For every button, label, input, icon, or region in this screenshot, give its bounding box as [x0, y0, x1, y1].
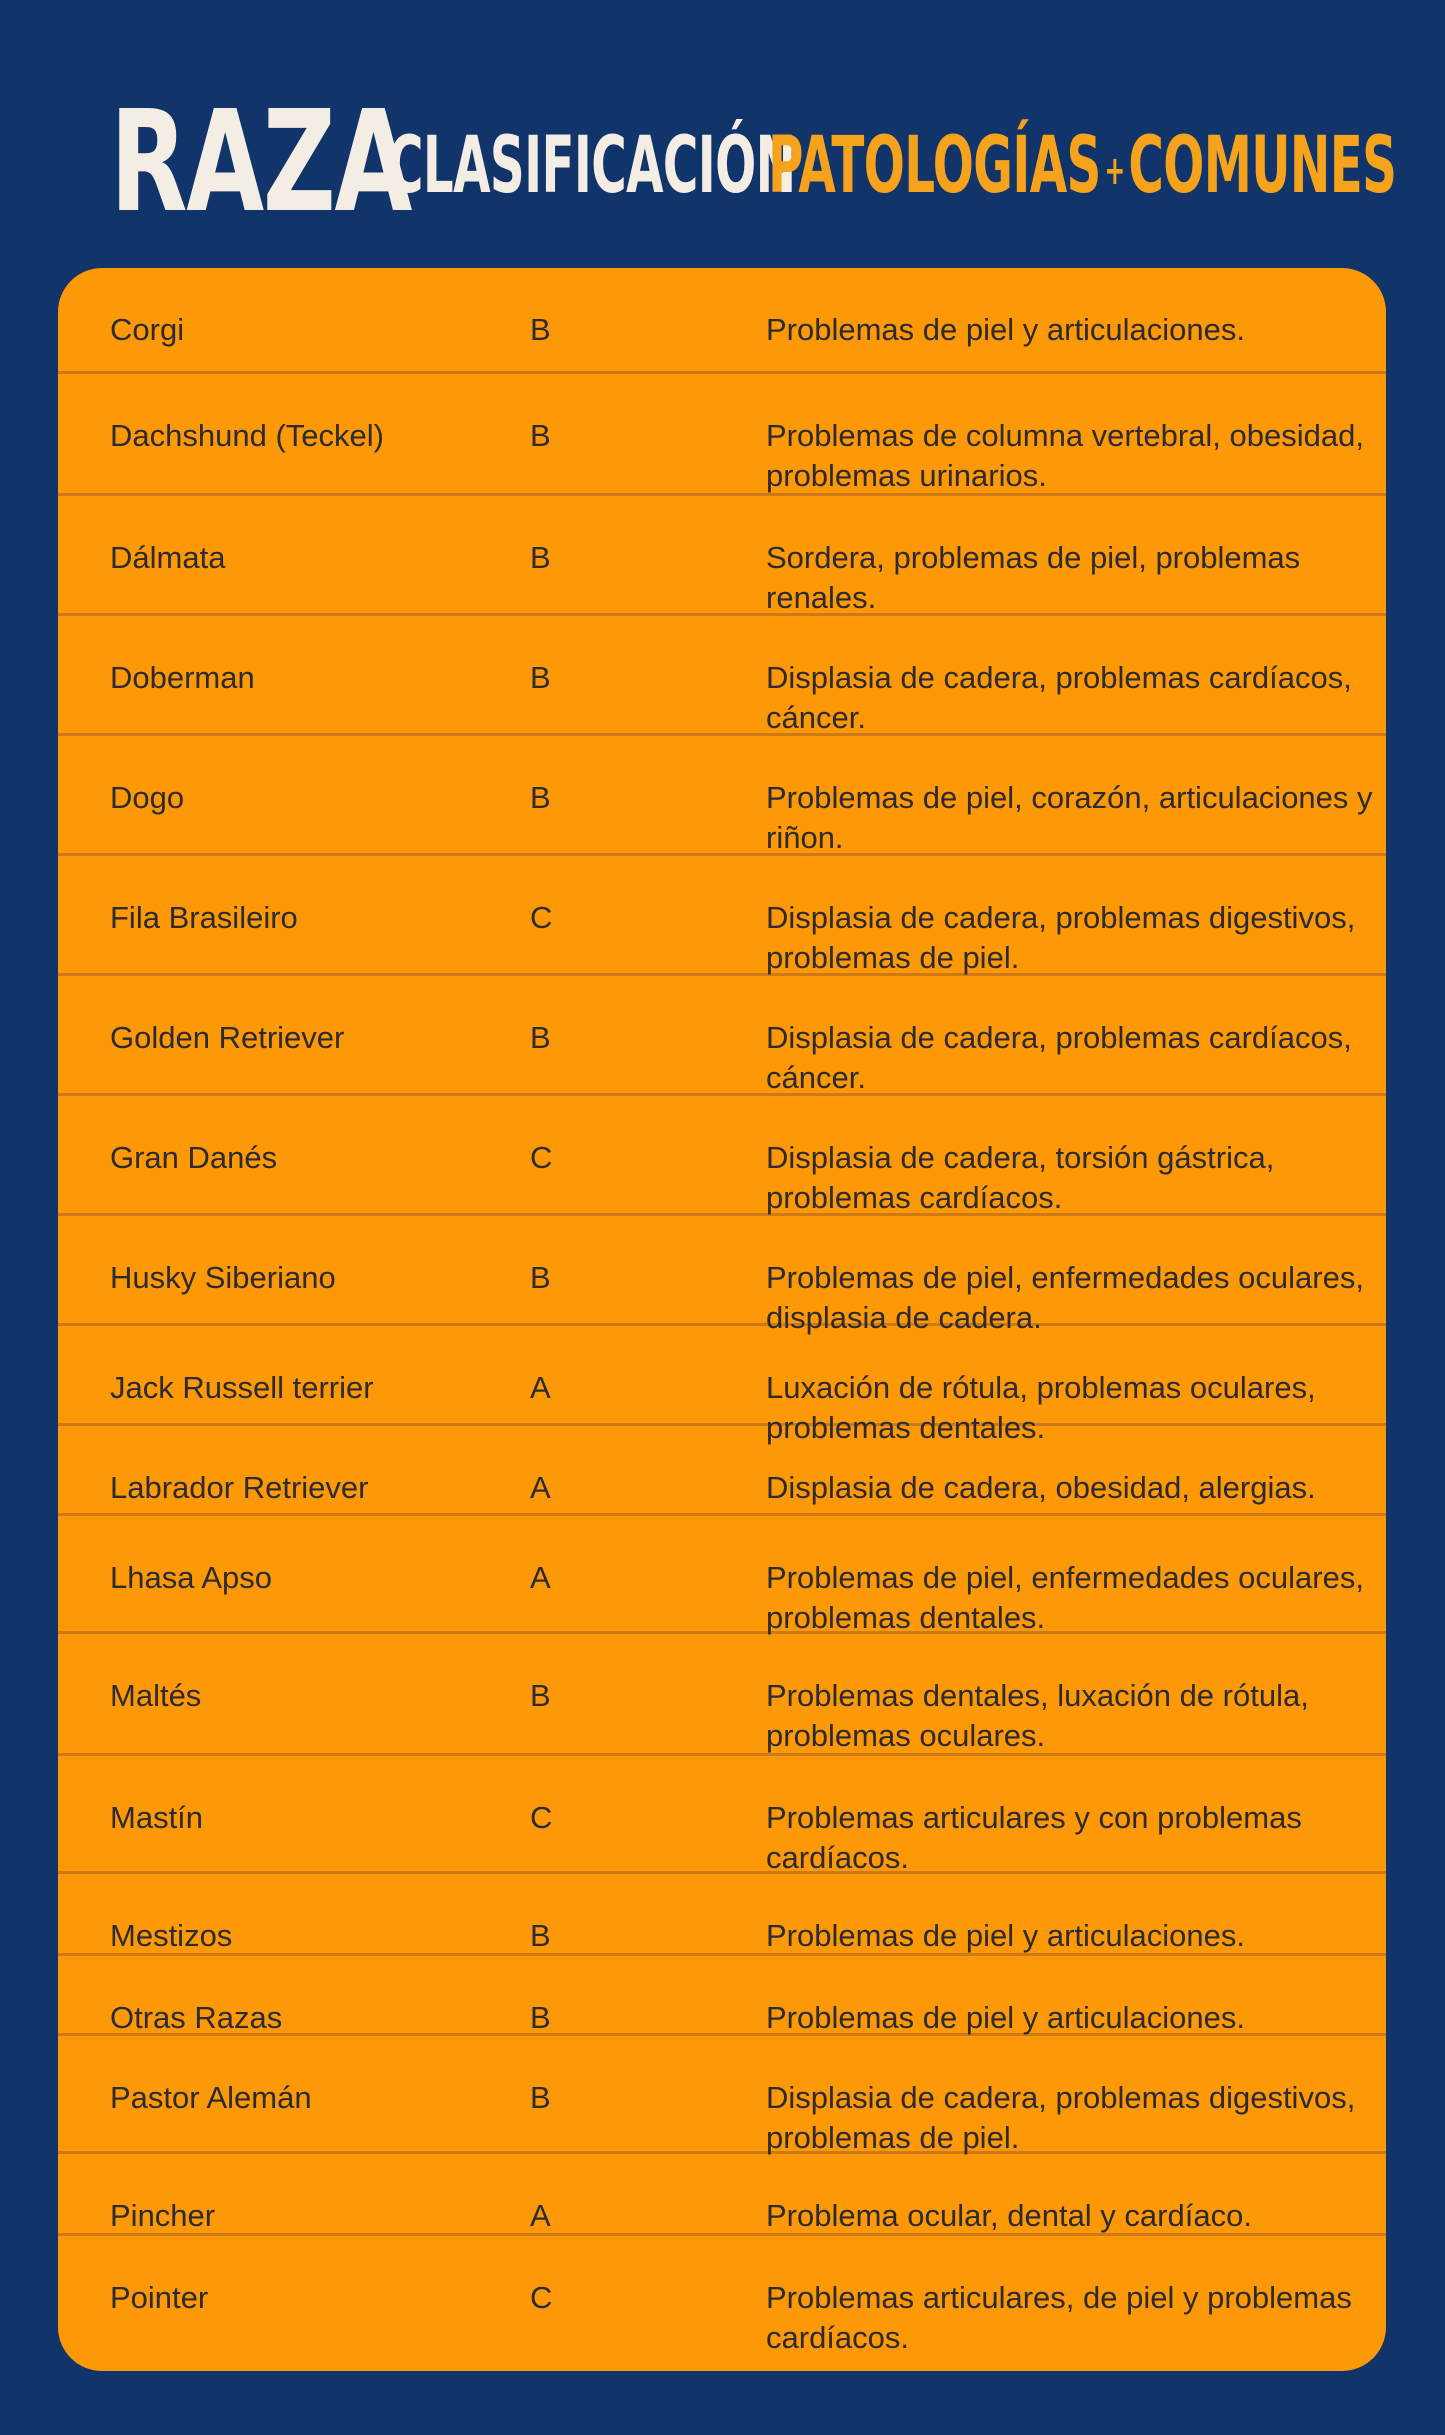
breed-name: Labrador Retriever	[110, 1470, 369, 1505]
table-row	[58, 736, 1386, 856]
pathologies: Luxación de rótula, problemas oculares, problemas dentales.	[766, 1370, 1316, 1445]
pathologies: Problemas de piel, enfermedades oculares, problemas dentales.	[766, 1560, 1364, 1635]
breed-name: Fila Brasileiro	[110, 900, 298, 935]
classification: B	[530, 780, 551, 815]
pathologies: Displasia de cadera, problemas digestivos, problemas de piel.	[766, 900, 1356, 975]
pathologies: Problema ocular, dental y cardíaco.	[766, 2198, 1252, 2233]
table-row	[58, 976, 1386, 1096]
pathologies: Problemas de piel y articulaciones.	[766, 312, 1246, 347]
table-row	[58, 1956, 1386, 2036]
pathologies: Problemas de piel, corazón, articulaciones y riñon.	[766, 780, 1373, 855]
breed-name: Doberman	[110, 660, 255, 695]
table-row	[58, 1874, 1386, 1956]
classification: B	[530, 418, 551, 453]
table-row	[58, 1516, 1386, 1634]
pathologies: Problemas articulares, de piel y problemas cardíacos.	[766, 2280, 1352, 2355]
table-row	[58, 496, 1386, 616]
pathologies: Problemas articulares y con problemas cardíacos.	[766, 1800, 1302, 1875]
classification: B	[530, 312, 551, 347]
classification: A	[530, 1370, 551, 1405]
breed-name: Husky Siberiano	[110, 1260, 336, 1295]
breed-table	[58, 268, 1386, 2371]
breed-name: Pincher	[110, 2198, 216, 2233]
pathologies: Displasia de cadera, problemas cardíacos, cáncer.	[766, 1020, 1352, 1095]
breed-name: Dogo	[110, 780, 185, 815]
classification: B	[530, 2080, 551, 2115]
table-row	[58, 2036, 1386, 2154]
table-row	[58, 2154, 1386, 2236]
table-row	[58, 1634, 1386, 1756]
breed-name: Pointer	[110, 2280, 209, 2315]
classification: A	[530, 1560, 551, 1595]
breed-name: Mastín	[110, 1800, 204, 1835]
breed-name: Lhasa Apso	[110, 1560, 273, 1595]
table-row	[58, 1756, 1386, 1874]
breed-name: Mestizos	[110, 1918, 233, 1953]
breed-name: Maltés	[110, 1678, 202, 1713]
table-row	[58, 1326, 1386, 1445]
pathologies: Displasia de cadera, problemas cardíacos, cáncer.	[766, 660, 1352, 735]
comunes-label: COMUNES	[1128, 121, 1397, 211]
table-row	[58, 1096, 1386, 1216]
pathologies: Displasia de cadera, problemas digestivos, problemas de piel.	[766, 2080, 1356, 2155]
patologias-label: PATOLOGÍAS	[768, 121, 1101, 211]
breed-name: Golden Retriever	[110, 1020, 345, 1055]
pathologies: Displasia de cadera, torsión gástrica, problemas cardíacos.	[766, 1140, 1275, 1215]
pathologies: Problemas de piel, enfermedades oculares, displasia de cadera.	[766, 1260, 1364, 1335]
breed-name: Dálmata	[110, 540, 226, 575]
table-row	[58, 374, 1386, 496]
classification: B	[530, 1020, 551, 1055]
table-header	[0, 0, 1445, 260]
pathologies: Sordera, problemas de piel, problemas renales.	[766, 540, 1301, 615]
classification: B	[530, 540, 551, 575]
column-header-raza: RAZA	[110, 81, 411, 244]
classification: C	[530, 1800, 553, 1835]
pathologies: Problemas dentales, luxación de rótula, problemas oculares.	[766, 1678, 1309, 1753]
classification: B	[530, 2000, 551, 2035]
classification: B	[530, 660, 551, 695]
table-row	[58, 268, 1386, 374]
breed-name: Otras Razas	[110, 2000, 283, 2035]
classification: A	[530, 1470, 551, 1505]
pathologies: Problemas de piel y articulaciones.	[766, 2000, 1246, 2035]
column-header-patologias	[768, 121, 1397, 211]
classification: C	[530, 2280, 553, 2315]
pathologies: Problemas de columna vertebral, obesidad, problemas urinarios.	[766, 418, 1364, 493]
table-row	[58, 616, 1386, 736]
pathologies: Displasia de cadera, obesidad, alergias.	[766, 1470, 1316, 1505]
column-header-clasificacion: CLASIFICACIÓN	[388, 121, 796, 211]
plus-sign: +	[1104, 147, 1125, 194]
classification: B	[530, 1678, 551, 1713]
breed-name: Pastor Alemán	[110, 2080, 312, 2115]
pathologies: Problemas de piel y articulaciones.	[766, 1918, 1246, 1953]
classification: A	[530, 2198, 551, 2233]
breed-name: Dachshund (Teckel)	[110, 418, 384, 453]
classification: B	[530, 1260, 551, 1295]
table-row	[58, 856, 1386, 976]
breed-name: Corgi	[110, 312, 185, 347]
classification: C	[530, 1140, 553, 1175]
breed-name: Jack Russell terrier	[110, 1370, 374, 1405]
breed-name: Gran Danés	[110, 1140, 278, 1175]
classification: C	[530, 900, 553, 935]
table-row	[58, 1426, 1386, 1516]
classification: B	[530, 1918, 551, 1953]
table-row	[58, 1216, 1386, 1335]
table-row	[58, 2236, 1386, 2371]
